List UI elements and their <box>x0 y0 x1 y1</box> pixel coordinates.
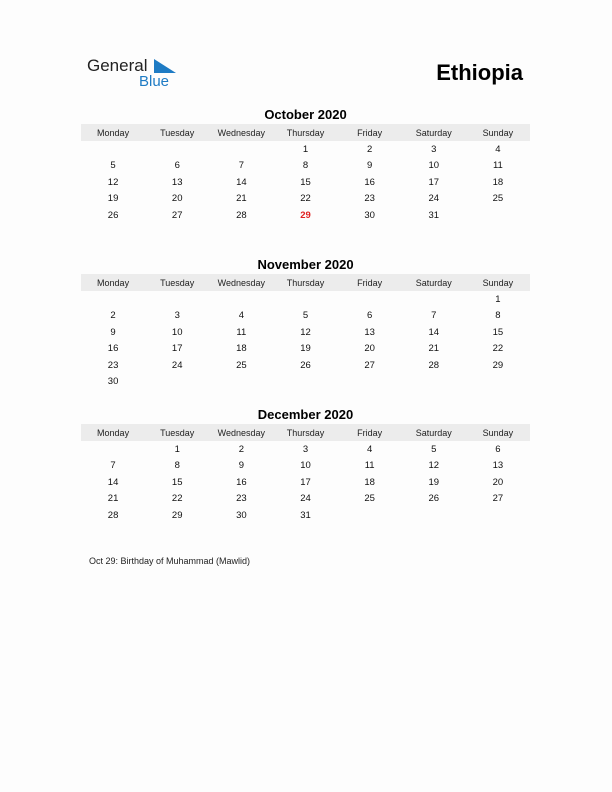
day-cell: 19 <box>428 476 440 488</box>
day-cell: 1 <box>302 143 309 155</box>
day-cell: 2 <box>238 443 244 455</box>
weekday-label: Wednesday <box>217 127 266 138</box>
day-cell: 19 <box>300 343 311 355</box>
day-cell: 20 <box>171 193 183 205</box>
holiday-notes <box>89 556 250 566</box>
day-cell: 23 <box>107 359 119 371</box>
day-cell: 10 <box>428 160 440 172</box>
day-cell: 26 <box>107 209 119 221</box>
weekday-label: Thursday <box>286 277 325 288</box>
week-row <box>81 507 530 524</box>
week-row <box>81 141 530 158</box>
day-cell: 13 <box>492 460 504 472</box>
day-cell: 24 <box>300 493 311 505</box>
day-cell: 7 <box>238 160 244 172</box>
day-cell: 20 <box>492 476 504 488</box>
week-row <box>81 491 530 508</box>
day-cell: 30 <box>364 209 375 221</box>
day-cell: 14 <box>236 176 247 188</box>
day-cell: 22 <box>300 193 311 205</box>
day-cell: 13 <box>171 176 183 188</box>
week-row <box>81 458 530 475</box>
day-cell: 9 <box>366 160 373 172</box>
weekday-label: Thursday <box>286 427 325 438</box>
day-cell: 11 <box>492 160 503 172</box>
week-row <box>81 374 530 391</box>
weekday-label: Wednesday <box>217 427 266 438</box>
day-cell: 12 <box>107 176 119 188</box>
week-row <box>81 191 530 208</box>
day-cell: 4 <box>495 143 501 155</box>
weekday-label: Sunday <box>482 277 514 288</box>
day-cell: 29 <box>300 209 311 221</box>
day-cell: 23 <box>364 193 375 205</box>
day-cell: 8 <box>302 160 309 172</box>
day-cell: 25 <box>492 193 504 205</box>
weekday-header <box>81 124 530 141</box>
day-cell: 31 <box>300 509 311 521</box>
day-cell: 14 <box>428 326 440 338</box>
country-title: Ethiopia <box>436 60 523 85</box>
day-cell: 14 <box>107 476 119 488</box>
week-row <box>81 174 530 191</box>
logo-blue-text: Blue <box>139 73 170 90</box>
day-cell: 24 <box>428 193 440 205</box>
day-cell: 6 <box>495 443 501 455</box>
weekday-label: Sunday <box>482 427 514 438</box>
day-cell: 21 <box>428 343 440 355</box>
weekday-label: Saturday <box>415 427 452 438</box>
day-cell: 9 <box>238 460 244 472</box>
weekday-header <box>81 424 530 441</box>
day-cell: 8 <box>495 310 501 322</box>
day-cell: 8 <box>174 460 180 472</box>
weekday-header <box>81 274 530 291</box>
day-cell: 27 <box>364 359 375 371</box>
holiday-note: Oct 29: Birthday of Muhammad (Mawlid) <box>89 556 251 566</box>
week-row <box>81 441 530 458</box>
day-cell: 6 <box>174 160 180 172</box>
day-cell: 9 <box>110 326 116 338</box>
day-cell: 20 <box>364 343 375 355</box>
day-cell: 26 <box>428 493 440 505</box>
weekday-label: Wednesday <box>217 277 266 288</box>
weekday-label: Saturday <box>415 127 452 138</box>
day-cell: 29 <box>492 359 504 371</box>
day-cell: 18 <box>364 476 375 488</box>
day-cell: 16 <box>364 176 375 188</box>
day-cell: 18 <box>236 343 247 355</box>
day-cell: 7 <box>110 460 116 472</box>
week-row <box>81 158 530 175</box>
day-cell: 19 <box>107 193 119 205</box>
weekday-label: Friday <box>357 277 383 288</box>
day-cell: 4 <box>366 443 373 455</box>
day-cell: 22 <box>492 343 504 355</box>
day-cell: 28 <box>107 509 119 521</box>
day-cell: 21 <box>236 193 247 205</box>
day-cell: 5 <box>110 160 116 172</box>
day-cell: 10 <box>300 460 311 472</box>
day-cell: 21 <box>107 493 119 505</box>
week-row <box>81 324 530 341</box>
day-cell: 10 <box>171 326 183 338</box>
month-title: November 2020 <box>257 257 354 272</box>
day-cell: 22 <box>171 493 183 505</box>
day-cell: 4 <box>238 310 244 322</box>
day-cell: 1 <box>495 293 501 305</box>
week-row <box>81 357 530 374</box>
day-cell: 27 <box>171 209 183 221</box>
weekday-label: Friday <box>357 427 383 438</box>
logo-general-text: General <box>87 56 148 75</box>
day-cell: 3 <box>302 443 309 455</box>
day-cell: 16 <box>107 343 119 355</box>
week-row <box>81 308 530 325</box>
day-cell: 16 <box>236 476 247 488</box>
day-cell: 3 <box>431 143 437 155</box>
weekday-label: Tuesday <box>160 427 195 438</box>
day-cell: 15 <box>492 326 504 338</box>
month-october <box>81 106 530 224</box>
month-title: December 2020 <box>257 407 354 422</box>
week-row <box>81 291 530 308</box>
weekday-label: Tuesday <box>160 277 195 288</box>
day-cell: 2 <box>366 143 373 155</box>
month-december <box>81 406 530 524</box>
day-cell: 30 <box>107 376 119 388</box>
generalblue-logo <box>87 56 187 92</box>
day-cell: 7 <box>431 310 437 322</box>
weekday-label: Monday <box>97 277 130 288</box>
day-cell: 28 <box>236 209 247 221</box>
day-cell: 17 <box>171 343 183 355</box>
day-cell: 13 <box>364 326 375 338</box>
day-cell: 15 <box>171 476 183 488</box>
weekday-label: Monday <box>97 427 130 438</box>
day-cell: 25 <box>236 359 247 371</box>
day-cell: 31 <box>428 209 440 221</box>
month-title: October 2020 <box>264 107 347 122</box>
week-row <box>81 474 530 491</box>
day-cell: 25 <box>364 493 375 505</box>
day-cell: 24 <box>171 359 183 371</box>
week-row <box>81 207 530 224</box>
day-cell: 12 <box>428 460 440 472</box>
day-cell: 6 <box>366 310 373 322</box>
month-november <box>81 256 530 390</box>
weekday-label: Sunday <box>482 127 514 138</box>
day-cell: 30 <box>236 509 247 521</box>
week-row <box>81 341 530 358</box>
weekday-label: Monday <box>97 127 130 138</box>
day-cell: 23 <box>236 493 247 505</box>
day-cell: 18 <box>492 176 504 188</box>
day-cell: 29 <box>171 509 183 521</box>
day-cell: 17 <box>428 176 440 188</box>
day-cell: 11 <box>236 326 247 338</box>
day-cell: 5 <box>431 443 437 455</box>
day-cell: 1 <box>174 443 180 455</box>
day-cell: 26 <box>300 359 311 371</box>
day-cell: 11 <box>364 460 375 472</box>
day-cell: 3 <box>174 310 180 322</box>
day-cell: 27 <box>492 493 504 505</box>
day-cell: 12 <box>300 326 311 338</box>
day-cell: 28 <box>428 359 440 371</box>
weekday-label: Friday <box>357 127 383 138</box>
day-cell: 2 <box>110 310 116 322</box>
weekday-label: Thursday <box>286 127 325 138</box>
day-cell: 17 <box>300 476 311 488</box>
day-cell: 15 <box>300 176 311 188</box>
weekday-label: Saturday <box>415 277 452 288</box>
day-cell: 5 <box>302 310 309 322</box>
weekday-label: Tuesday <box>160 127 195 138</box>
